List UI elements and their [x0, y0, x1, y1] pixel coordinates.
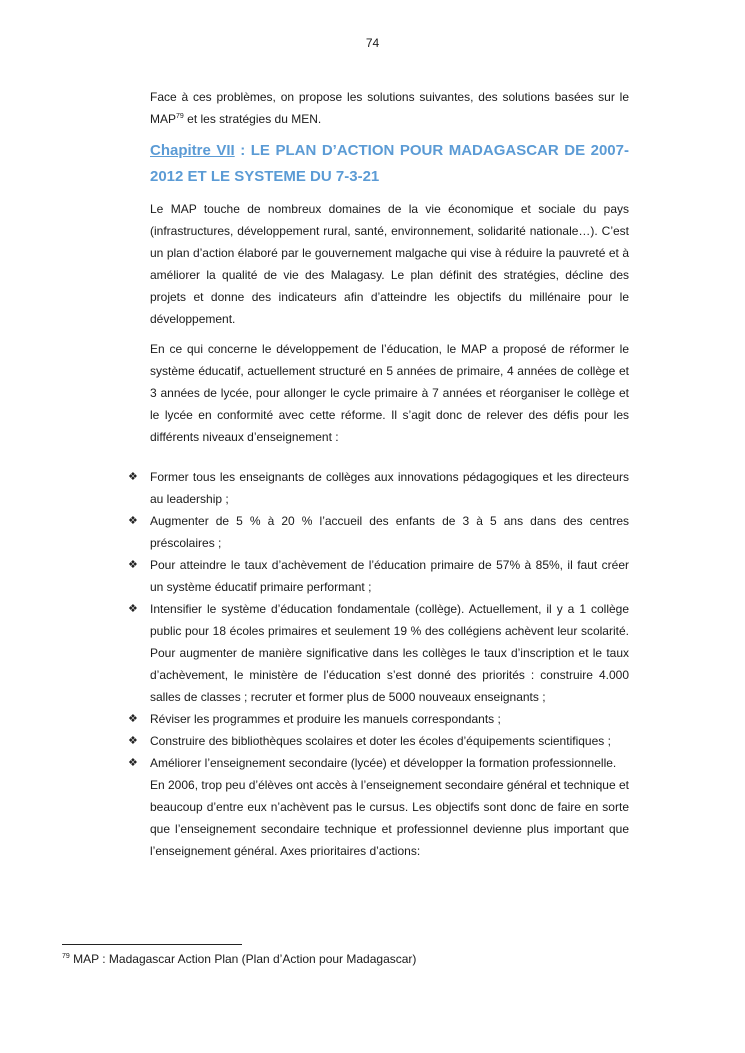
list-item — [128, 730, 629, 752]
footnote — [62, 951, 416, 967]
footnote-text: MAP : Madagascar Action Plan (Plan d’Action pour Madagascar) — [69, 952, 417, 966]
list-item — [128, 752, 629, 774]
list-item-text: Intensifier le système d’éducation fondamentale (collège). Actuellement, il y a 1 collège public pour 18 écoles primaires et seulement 19 % des collégiens achèvent leur scolarité. Pour augmenter de manière significative dans les collèges le taux d’inscription et le taux d’achèvement, le ministère de l’éducation s’est donné des priorités : construire 4.000 salles de classes ; recruter et former plus de 5000 nouveaux enseignants ; — [150, 602, 629, 704]
closing-paragraph: En 2006, trop peu d’élèves ont accès à l’enseignement secondaire général et technique et beaucoup d’entre eux n’achèvent pas le cursus. Les objectifs sont donc de faire en sorte que l’enseignement secondaire technique et professionnel devienne plus important que l’enseignement général. Axes prioritaires d’actions: — [150, 778, 629, 858]
list-item — [128, 708, 629, 730]
list-item-text: Pour atteindre le taux d’achèvement de l’éducation primaire de 57% à 85%, il faut créer un système éducatif primaire performant ; — [150, 558, 629, 594]
chapter-title: : LE PLAN D’ACTION POUR MADAGASCAR DE 2007-2012 ET LE SYSTEME DU 7-3-21 — [150, 142, 629, 185]
list-item-text: Réviser les programmes et produire les manuels correspondants ; — [150, 712, 501, 726]
diamond-bullet-icon: ❖ — [128, 559, 138, 571]
intro-text-before: Face à ces problèmes, on propose les solutions suivantes, des solutions basées sur le MAP — [150, 90, 629, 126]
chapter-heading — [150, 138, 629, 190]
paragraph-education-reform: En ce qui concerne le développement de l’éducation, le MAP a proposé de réformer le système éducatif, actuellement structuré en 5 années de primaire, 4 années de collège et 3 années de lycée, pour allonger le cycle primaire à 7 années et réorganiser le collège et le lycée en conformité avec cette réforme. Il s’agit donc de relever des défis pour les différents niveaux d’enseignement : — [150, 342, 629, 444]
footnote-separator — [62, 944, 242, 945]
list-item — [128, 598, 629, 708]
list-item-text: Construire des bibliothèques scolaires et doter les écoles d’équipements scientifiques ; — [150, 734, 611, 748]
list-item-text: Former tous les enseignants de collèges aux innovations pédagogiques et les directeurs au leadership ; — [150, 470, 629, 506]
paragraph-map-overview: Le MAP touche de nombreux domaines de la vie économique et sociale du pays (infrastructures, développement rural, santé, environnement, solidarité nationale…). C’est un plan d’action élaboré par le gouvernement malgache qui vise à réduire la pauvreté et à améliorer la qualité de vie des Malagasy. Le plan définit des stratégies, décline des projets et donne des indicateurs afin d’atteindre les objectifs du millénaire pour le développement. — [150, 202, 629, 326]
intro-text-after: et les stratégies du MEN. — [183, 112, 322, 126]
footnote-reference[interactable]: 79 — [176, 113, 184, 120]
diamond-bullet-icon: ❖ — [128, 757, 138, 769]
chapter-label: Chapitre VII — [150, 142, 235, 159]
diamond-bullet-icon: ❖ — [128, 735, 138, 747]
diamond-bullet-icon: ❖ — [128, 515, 138, 527]
list-item-text: Augmenter de 5 % à 20 % l’accueil des enfants de 3 à 5 ans dans des centres préscolaires ; — [150, 514, 629, 550]
diamond-bullet-icon: ❖ — [128, 471, 138, 483]
page-number: 74 — [365, 36, 380, 50]
footnote-number: 79 — [62, 953, 70, 960]
challenges-list — [128, 466, 629, 774]
list-item — [128, 466, 629, 510]
list-item-text: Améliorer l’enseignement secondaire (lycée) et développer la formation professionnelle. — [150, 756, 617, 770]
diamond-bullet-icon: ❖ — [128, 713, 138, 725]
list-item — [128, 554, 629, 598]
page-body — [128, 86, 629, 862]
diamond-bullet-icon: ❖ — [128, 603, 138, 615]
intro-paragraph — [150, 86, 629, 130]
list-item — [128, 510, 629, 554]
